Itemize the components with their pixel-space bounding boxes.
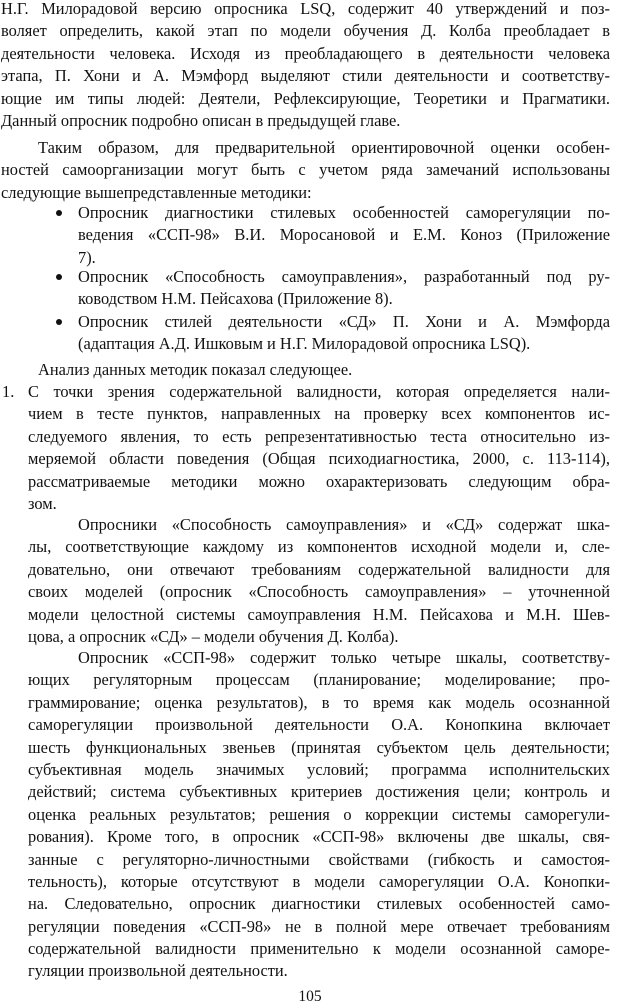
text-line: ведения «ССП-98» В.И. Моросановой и Е.М. Коноз (Приложение (78, 225, 610, 245)
text-line: оценка реальных результатов; решения о коррекции системы саморегули- (28, 804, 610, 824)
text-line: Данный опросник подробно описан в предыдущей главе. (1, 110, 401, 130)
text-line: зом. (28, 493, 57, 513)
text-line: цова, а опросник «СД» – модели обучения Д. Колба). (28, 626, 399, 646)
text-line: тельность), которые отсутствуют в модели саморегуляции О.А. Конопки- (28, 871, 610, 891)
text-line: С точки зрения содержательной валидности, которая определяется нали- (28, 382, 610, 401)
bullet-item (0, 202, 620, 269)
text-line: Опросник стилей деятельности «СД» П. Хони и А. Мэмфорда (78, 312, 610, 331)
text-line: своих моделей (опросник «Способность самоуправления» – уточненной (28, 582, 610, 602)
text-line: на. Следовательно, опросник диагностики стилевых особенностей само- (28, 894, 610, 914)
text-line: содержательной валидности применительно к модели осознанной саморе- (28, 939, 610, 959)
text-line: действий; система субъективных критериев достижения цели; контроль и (28, 782, 610, 802)
text-line: 7). (78, 247, 96, 267)
text-line: саморегуляции произвольной деятельности О.А. Конопкина включает (28, 715, 610, 735)
text-line: занные с регуляторно-личностными свойствами (гибкость и самостоя- (28, 849, 610, 869)
item-number: 1. (2, 382, 15, 401)
text-line: регуляции поведения «ССП-98» не в полной мере отвечает требованиям (28, 916, 610, 936)
text-line: ностей самоорганизации могут быть с учетом ряда замечаний использованы (1, 160, 610, 180)
text-line: (адаптация А.Д. Ишковым и Н.Г. Милорадовой опросника LSQ). (78, 334, 531, 354)
bullet-icon (56, 274, 62, 280)
text-line: Опросник «Способность самоуправления», разработанный под ру- (78, 267, 610, 286)
text-line: рования). Кроме того, в опросник «ССП-98» включены две шкалы, свя- (28, 827, 610, 847)
text-line: Опросник диагностики стилевых особенностей саморегуляции по- (78, 203, 610, 222)
text-line: ющих регуляторным процессам (планирование; моделирование; про- (28, 670, 610, 690)
text-line: шесть функциональных звеньев (принятая субъектом цель деятельности; (28, 737, 610, 757)
bullet-icon (56, 319, 62, 325)
page-number: 105 (298, 988, 322, 1005)
bullet-item (0, 266, 620, 311)
text-line: следуемого явления, то есть репрезентативностью теста относительно из- (28, 426, 610, 446)
text-line: довательно, они отвечают требованиям содержательной валидности для (28, 559, 610, 579)
text-line: граммирование; оценка результатов), в то время как модель осознанной (28, 692, 610, 712)
text-line: рассматриваемые методики можно охарактеризовать следующим обра- (28, 471, 610, 491)
text-line: чием в тесте пунктов, направленных на проверку всех компонентов ис- (28, 404, 610, 424)
text-line: лы, соответствующие каждому из компонентов исходной модели и, сле- (28, 537, 610, 557)
intro-paragraph (0, 137, 620, 204)
text-line: Анализ данных методик показал следующее. (38, 360, 353, 379)
text-line: Опросник «ССП-98» содержит только четыре шкалы, соответству- (78, 648, 610, 667)
text-line: следующие вышепредставленные методики: (1, 182, 312, 202)
bullet-icon (56, 210, 62, 216)
text-line: воляет определить, какой этап по модели обучения Д. Колба преобладает в (1, 21, 610, 41)
text-line: ющие им типы людей: Деятели, Рефлексирующие, Теоретики и Прагматики. (1, 88, 610, 108)
text-line: деятельности человека. Исходя из преобладающего в деятельности человека (1, 43, 610, 63)
text-line: Таким образом, для предварительной ориентировочной оценки особен- (38, 138, 610, 157)
bullet-item (0, 311, 620, 356)
text-line: ководством Н.М. Пейсахова (Приложение 8). (78, 289, 393, 309)
top-paragraph (0, 0, 620, 132)
text-line: гуляции произвольной деятельности. (28, 961, 288, 981)
text-line: меряемой области поведения (Общая психодиагностика, 2000, с. 113-114), (28, 449, 610, 469)
text-line: этапа, П. Хони и А. Мэмфорд выделяют стили деятельности и соответству- (1, 66, 610, 86)
text-line: Н.Г. Милорадовой версию опросника LSQ, содержит 40 утверждений и поз- (1, 0, 610, 18)
text-line: субъективная модель значимых условий; программа исполнительских (28, 759, 610, 779)
text-line: Опросники «Способность самоуправления» и «СД» содержат шка- (78, 515, 610, 534)
numbered-item (0, 381, 620, 515)
text-line: модели целостной системы самоуправления Н.М. Пейсахова и М.Н. Шев- (28, 604, 610, 624)
analysis-paragraph (0, 359, 620, 381)
paragraph-ssp (0, 647, 620, 983)
paragraph-sd (0, 514, 620, 648)
